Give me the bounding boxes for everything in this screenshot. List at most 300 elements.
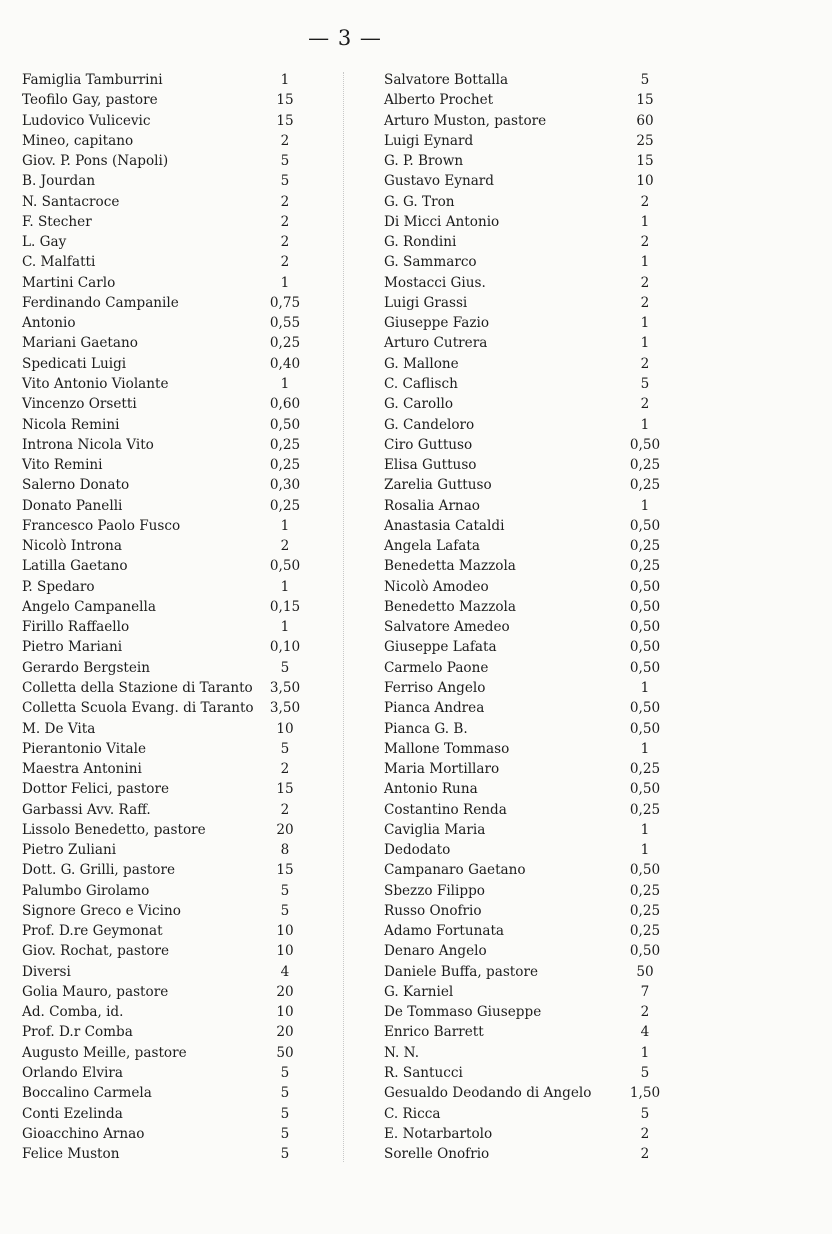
donor-row bbox=[384, 577, 684, 597]
donor-name: Conti Ezelinda bbox=[22, 1105, 123, 1122]
donation-amount: 0,50 bbox=[629, 639, 661, 656]
donation-amount: 1 bbox=[640, 821, 650, 838]
donation-amount: 20 bbox=[276, 983, 294, 1000]
donor-name: Nicola Remini bbox=[22, 416, 120, 433]
donor-row bbox=[22, 354, 322, 374]
donor-row bbox=[22, 658, 322, 678]
donation-amount: 1 bbox=[640, 1044, 650, 1061]
donor-row bbox=[22, 171, 322, 191]
donation-amount: 15 bbox=[276, 92, 294, 109]
donation-amount: 0,50 bbox=[629, 862, 661, 879]
donation-amount: 1 bbox=[640, 842, 650, 859]
donor-row bbox=[22, 455, 322, 475]
donation-amount: 1 bbox=[640, 679, 650, 696]
donor-row bbox=[384, 982, 684, 1002]
donation-amount: 0,25 bbox=[629, 801, 661, 818]
donation-amount: 0,25 bbox=[629, 902, 661, 919]
donor-name: Gustavo Eynard bbox=[384, 173, 495, 190]
donation-amount: 0,50 bbox=[269, 416, 301, 433]
donor-name: Ludovico Vulicevic bbox=[22, 112, 151, 129]
donor-row bbox=[22, 1002, 322, 1022]
donor-name: Mineo, capitano bbox=[22, 132, 134, 149]
donation-amount: 1 bbox=[280, 619, 290, 636]
donor-name: Donato Panelli bbox=[22, 497, 123, 514]
donation-amount: 2 bbox=[280, 254, 290, 271]
donor-name: Palumbo Girolamo bbox=[22, 882, 150, 899]
donation-amount: 0,15 bbox=[269, 598, 301, 615]
donor-name: Colletta Scuola Evang. di Taranto bbox=[22, 700, 254, 717]
donor-name: De Tommaso Giuseppe bbox=[384, 1004, 542, 1021]
donor-row bbox=[384, 333, 684, 353]
column-divider bbox=[343, 72, 344, 1162]
donor-name: Daniele Buffa, pastore bbox=[384, 963, 538, 980]
donation-amount: 0,25 bbox=[629, 558, 661, 575]
donor-row bbox=[22, 516, 322, 536]
donation-amount: 0,50 bbox=[629, 517, 661, 534]
donor-row bbox=[384, 759, 684, 779]
donor-name: P. Spedaro bbox=[22, 578, 95, 595]
donation-amount: 15 bbox=[276, 112, 294, 129]
donor-name: Ferriso Angelo bbox=[384, 679, 486, 696]
donor-name: Pierantonio Vitale bbox=[22, 740, 147, 757]
donation-amount: 0,10 bbox=[269, 639, 301, 656]
donor-name: F. Stecher bbox=[22, 213, 92, 230]
donor-row bbox=[22, 70, 322, 90]
donor-name: Dott. G. Grilli, pastore bbox=[22, 862, 176, 879]
donor-row bbox=[384, 698, 684, 718]
donor-row bbox=[384, 496, 684, 516]
donor-row bbox=[22, 759, 322, 779]
donor-name: Ferdinando Campanile bbox=[22, 294, 179, 311]
donor-name: Martini Carlo bbox=[22, 274, 116, 291]
donor-name: Salvatore Amedeo bbox=[384, 619, 510, 636]
donation-amount: 5 bbox=[640, 72, 650, 88]
donor-name: Orlando Elvira bbox=[22, 1065, 123, 1082]
donor-name: Carmelo Paone bbox=[384, 659, 489, 676]
donation-amount: 20 bbox=[276, 821, 294, 838]
donation-amount: 0,50 bbox=[269, 558, 301, 575]
donor-row bbox=[384, 962, 684, 982]
donor-row bbox=[22, 1043, 322, 1063]
donor-name: G. Karniel bbox=[384, 983, 454, 1000]
donor-name: N. Santacroce bbox=[22, 193, 120, 210]
donor-name: Pietro Mariani bbox=[22, 639, 123, 656]
donor-name: Russo Onofrio bbox=[384, 902, 482, 919]
donor-name: Lissolo Benedetto, pastore bbox=[22, 821, 206, 838]
donor-row bbox=[22, 921, 322, 941]
donation-amount: 5 bbox=[280, 740, 290, 757]
donor-row bbox=[384, 293, 684, 313]
donor-row bbox=[22, 860, 322, 880]
donation-amount: 0,25 bbox=[629, 538, 661, 555]
donor-row bbox=[22, 556, 322, 576]
donor-name: G. Sammarco bbox=[384, 254, 477, 271]
donor-row bbox=[22, 90, 322, 110]
donation-amount: 10 bbox=[276, 1004, 294, 1021]
donation-amount: 1 bbox=[280, 72, 290, 88]
donor-row bbox=[22, 1124, 322, 1144]
donation-amount: 2 bbox=[640, 1146, 650, 1163]
donation-amount: 0,60 bbox=[269, 396, 301, 413]
donor-row bbox=[384, 719, 684, 739]
donor-row bbox=[22, 719, 322, 739]
donor-name: Mallone Tommaso bbox=[384, 740, 510, 757]
donor-name: Sorelle Onofrio bbox=[384, 1146, 490, 1163]
donor-name: Salvatore Bottalla bbox=[384, 72, 509, 88]
donation-amount: 1 bbox=[280, 375, 290, 392]
donation-amount: 4 bbox=[280, 963, 290, 980]
donation-amount: 5 bbox=[280, 1105, 290, 1122]
donor-row bbox=[384, 556, 684, 576]
donor-row bbox=[384, 435, 684, 455]
donation-amount: 0,25 bbox=[269, 335, 301, 352]
donation-amount: 10 bbox=[276, 923, 294, 940]
donor-name: Caviglia Maria bbox=[384, 821, 486, 838]
donor-row bbox=[22, 1022, 322, 1042]
donor-name: Angelo Campanella bbox=[22, 598, 156, 615]
donor-row bbox=[22, 739, 322, 759]
donation-amount: 2 bbox=[640, 396, 650, 413]
donor-name: G. Mallone bbox=[384, 355, 459, 372]
donor-name: Diversi bbox=[22, 963, 71, 980]
donor-row bbox=[22, 597, 322, 617]
right-donor-column bbox=[384, 70, 684, 1164]
donor-name: Felice Muston bbox=[22, 1146, 120, 1163]
donor-row bbox=[22, 151, 322, 171]
donation-amount: 0,50 bbox=[629, 619, 661, 636]
donation-amount: 0,25 bbox=[629, 477, 661, 494]
donation-amount: 1 bbox=[640, 416, 650, 433]
donor-row bbox=[22, 273, 322, 293]
donor-name: Maria Mortillaro bbox=[384, 761, 500, 778]
donor-name: Giov. Rochat, pastore bbox=[22, 943, 170, 960]
donor-name: Ad. Comba, id. bbox=[22, 1004, 124, 1021]
donor-row bbox=[384, 658, 684, 678]
donation-amount: 5 bbox=[280, 882, 290, 899]
donor-row bbox=[22, 415, 322, 435]
donor-row bbox=[384, 313, 684, 333]
donor-row bbox=[22, 1063, 322, 1083]
donation-amount: 1 bbox=[640, 213, 650, 230]
donor-row bbox=[384, 455, 684, 475]
donor-row bbox=[22, 192, 322, 212]
donor-name: Benedetto Mazzola bbox=[384, 598, 516, 615]
donor-name: Augusto Meille, pastore bbox=[22, 1044, 187, 1061]
donation-amount: 1 bbox=[280, 517, 290, 534]
donor-name: Signore Greco e Vicino bbox=[22, 902, 181, 919]
donation-amount: 50 bbox=[636, 963, 654, 980]
donation-amount: 5 bbox=[280, 153, 290, 170]
donor-name: Prof. D.re Geymonat bbox=[22, 923, 163, 940]
donor-name: C. Caflisch bbox=[384, 375, 458, 392]
donation-amount: 0,25 bbox=[629, 923, 661, 940]
donor-name: Pianca Andrea bbox=[384, 700, 485, 717]
donor-row bbox=[384, 374, 684, 394]
donor-name: Denaro Angelo bbox=[384, 943, 487, 960]
donation-amount: 0,40 bbox=[269, 355, 301, 372]
donation-amount: 15 bbox=[276, 781, 294, 798]
donor-row bbox=[22, 435, 322, 455]
donation-amount: 2 bbox=[640, 193, 650, 210]
donor-name: Rosalia Arnao bbox=[384, 497, 480, 514]
donation-amount: 5 bbox=[280, 1065, 290, 1082]
donor-name: G. Rondini bbox=[384, 234, 457, 251]
donation-amount: 15 bbox=[636, 153, 654, 170]
donation-amount: 50 bbox=[276, 1044, 294, 1061]
donation-amount: 2 bbox=[640, 294, 650, 311]
donor-name: G. Carollo bbox=[384, 396, 454, 413]
donor-row bbox=[22, 1144, 322, 1164]
donation-amount: 10 bbox=[276, 720, 294, 737]
donation-amount: 0,30 bbox=[269, 477, 301, 494]
donor-name: C. Ricca bbox=[384, 1105, 441, 1122]
donor-row bbox=[384, 212, 684, 232]
donor-row bbox=[22, 881, 322, 901]
donation-amount: 1 bbox=[640, 254, 650, 271]
donor-row bbox=[384, 1043, 684, 1063]
donor-name: B. Jourdan bbox=[22, 173, 96, 190]
donation-amount: 0,55 bbox=[269, 315, 301, 332]
donation-amount: 0,50 bbox=[629, 436, 661, 453]
donor-row bbox=[384, 1144, 684, 1164]
donation-amount: 1 bbox=[640, 740, 650, 757]
donor-name: Alberto Prochet bbox=[384, 92, 494, 109]
donor-name: Antonio Runa bbox=[384, 781, 478, 798]
donation-amount: 2 bbox=[280, 132, 290, 149]
donor-name: Mostacci Gius. bbox=[384, 274, 486, 291]
donor-row bbox=[384, 111, 684, 131]
donor-name: Enrico Barrett bbox=[384, 1024, 484, 1041]
donor-name: Boccalino Carmela bbox=[22, 1085, 152, 1102]
donor-row bbox=[22, 252, 322, 272]
donor-row bbox=[384, 354, 684, 374]
donor-name: Giuseppe Lafata bbox=[384, 639, 497, 656]
donation-amount: 60 bbox=[636, 112, 654, 129]
donor-row bbox=[384, 475, 684, 495]
donor-name: Arturo Muston, pastore bbox=[384, 112, 547, 129]
donor-row bbox=[22, 333, 322, 353]
donation-amount: 0,75 bbox=[269, 294, 301, 311]
donor-row bbox=[22, 800, 322, 820]
donor-row bbox=[384, 860, 684, 880]
donor-row bbox=[384, 1104, 684, 1124]
donor-name: M. De Vita bbox=[22, 720, 96, 737]
donation-amount: 8 bbox=[280, 842, 290, 859]
donor-name: Latilla Gaetano bbox=[22, 558, 128, 575]
donor-row bbox=[384, 1002, 684, 1022]
donor-row bbox=[384, 820, 684, 840]
donor-row bbox=[22, 982, 322, 1002]
donor-row bbox=[384, 273, 684, 293]
donation-amount: 2 bbox=[640, 274, 650, 291]
donor-name: Giov. P. Pons (Napoli) bbox=[22, 153, 169, 170]
donation-amount: 25 bbox=[636, 132, 654, 149]
donor-row bbox=[384, 131, 684, 151]
donor-name: Ciro Guttuso bbox=[384, 436, 473, 453]
donor-row bbox=[22, 131, 322, 151]
donation-amount: 7 bbox=[640, 983, 650, 1000]
donor-row bbox=[22, 901, 322, 921]
donor-row bbox=[384, 597, 684, 617]
donor-row bbox=[384, 901, 684, 921]
donor-name: Costantino Renda bbox=[384, 801, 507, 818]
donation-amount: 3,50 bbox=[269, 700, 301, 717]
donor-name: Vito Remini bbox=[22, 457, 103, 474]
donor-name: Maestra Antonini bbox=[22, 761, 142, 778]
donor-name: Francesco Paolo Fusco bbox=[22, 517, 181, 534]
donation-amount: 0,50 bbox=[629, 943, 661, 960]
donor-row bbox=[384, 252, 684, 272]
donor-name: Giuseppe Fazio bbox=[384, 315, 490, 332]
donation-amount: 1 bbox=[280, 578, 290, 595]
donor-row bbox=[22, 374, 322, 394]
donor-row bbox=[384, 151, 684, 171]
donor-row bbox=[384, 921, 684, 941]
donor-row bbox=[384, 1124, 684, 1144]
donation-amount: 0,50 bbox=[629, 578, 661, 595]
donor-name: Introna Nicola Vito bbox=[22, 436, 154, 453]
donation-amount: 2 bbox=[280, 234, 290, 251]
donor-name: Luigi Eynard bbox=[384, 132, 474, 149]
donor-row bbox=[22, 475, 322, 495]
donor-row bbox=[22, 394, 322, 414]
donation-amount: 2 bbox=[640, 1125, 650, 1142]
donor-row bbox=[384, 617, 684, 637]
donor-name: C. Malfatti bbox=[22, 254, 96, 271]
donor-name: Dottor Felici, pastore bbox=[22, 781, 170, 798]
donor-name: Mariani Gaetano bbox=[22, 335, 138, 352]
donation-amount: 5 bbox=[280, 1125, 290, 1142]
donor-name: Nicolò Amodeo bbox=[384, 578, 489, 595]
donor-name: Spedicati Luigi bbox=[22, 355, 127, 372]
donation-amount: 5 bbox=[280, 659, 290, 676]
donor-name: Angela Lafata bbox=[384, 538, 480, 555]
donor-row bbox=[22, 577, 322, 597]
donor-name: Benedetta Mazzola bbox=[384, 558, 516, 575]
donor-name: Gesualdo Deodando di Angelo bbox=[384, 1085, 592, 1102]
donor-row bbox=[22, 698, 322, 718]
donor-row bbox=[384, 536, 684, 556]
donor-row bbox=[22, 536, 322, 556]
donor-row bbox=[384, 840, 684, 860]
donation-amount: 0,25 bbox=[269, 457, 301, 474]
donor-row bbox=[22, 637, 322, 657]
donor-name: Firillo Raffaello bbox=[22, 619, 130, 636]
donor-name: Zarelia Guttuso bbox=[384, 477, 492, 494]
donor-row bbox=[384, 678, 684, 698]
donation-amount: 5 bbox=[640, 1065, 650, 1082]
donor-row bbox=[384, 881, 684, 901]
donation-amount: 0,25 bbox=[629, 457, 661, 474]
donor-row bbox=[22, 840, 322, 860]
donor-name: Pietro Zuliani bbox=[22, 842, 117, 859]
donation-amount: 1 bbox=[640, 315, 650, 332]
donor-name: Adamo Fortunata bbox=[384, 923, 505, 940]
donor-row bbox=[22, 779, 322, 799]
donor-row bbox=[22, 820, 322, 840]
donation-amount: 0,50 bbox=[629, 700, 661, 717]
left-donor-column bbox=[22, 70, 322, 1164]
page-number: — 3 — bbox=[308, 26, 382, 50]
donation-amount: 20 bbox=[276, 1024, 294, 1041]
donation-amount: 0,50 bbox=[629, 659, 661, 676]
donor-name: Prof. D.r Comba bbox=[22, 1024, 133, 1041]
donor-name: Vito Antonio Violante bbox=[22, 375, 169, 392]
donor-row bbox=[384, 1022, 684, 1042]
donor-name: Elisa Guttuso bbox=[384, 457, 477, 474]
donor-name: Pianca G. B. bbox=[384, 720, 468, 737]
donation-amount: 1 bbox=[640, 335, 650, 352]
donor-row bbox=[384, 1083, 684, 1103]
donor-name: G. Candeloro bbox=[384, 416, 475, 433]
donation-amount: 5 bbox=[280, 902, 290, 919]
donor-row bbox=[384, 779, 684, 799]
donor-name: Luigi Grassi bbox=[384, 294, 468, 311]
donor-row bbox=[22, 313, 322, 333]
donor-name: Colletta della Stazione di Taranto bbox=[22, 679, 253, 696]
donor-row bbox=[22, 962, 322, 982]
donor-name: Gerardo Bergstein bbox=[22, 659, 151, 676]
donor-row bbox=[22, 1104, 322, 1124]
donor-row bbox=[384, 90, 684, 110]
donor-row bbox=[384, 394, 684, 414]
donor-row bbox=[384, 637, 684, 657]
donor-row bbox=[384, 171, 684, 191]
donor-row bbox=[384, 415, 684, 435]
donor-row bbox=[384, 941, 684, 961]
donor-row bbox=[22, 617, 322, 637]
donation-amount: 4 bbox=[640, 1024, 650, 1041]
donor-name: E. Notarbartolo bbox=[384, 1125, 493, 1142]
donor-row bbox=[22, 111, 322, 131]
donor-name: Nicolò Introna bbox=[22, 538, 123, 555]
donor-name: Arturo Cutrera bbox=[384, 335, 488, 352]
donor-name: Golia Mauro, pastore bbox=[22, 983, 169, 1000]
donor-name: L. Gay bbox=[22, 234, 67, 251]
donor-name: Di Micci Antonio bbox=[384, 213, 500, 230]
donation-amount: 0,50 bbox=[629, 781, 661, 798]
donation-amount: 0,25 bbox=[269, 497, 301, 514]
donation-amount: 0,50 bbox=[629, 598, 661, 615]
donation-amount: 2 bbox=[280, 761, 290, 778]
donor-row bbox=[22, 941, 322, 961]
donor-name: G. P. Brown bbox=[384, 153, 464, 170]
donor-name: Salerno Donato bbox=[22, 477, 130, 494]
donation-amount: 15 bbox=[276, 862, 294, 879]
donor-row bbox=[384, 1063, 684, 1083]
donation-amount: 10 bbox=[636, 173, 654, 190]
donation-amount: 1 bbox=[640, 497, 650, 514]
donor-row bbox=[22, 212, 322, 232]
donor-row bbox=[22, 293, 322, 313]
donation-amount: 2 bbox=[280, 193, 290, 210]
donor-name: Teofilo Gay, pastore bbox=[22, 92, 158, 109]
donation-amount: 2 bbox=[640, 355, 650, 372]
donation-amount: 2 bbox=[280, 801, 290, 818]
donor-name: Garbassi Avv. Raff. bbox=[22, 801, 151, 818]
donor-row bbox=[384, 70, 684, 90]
donation-amount: 5 bbox=[280, 173, 290, 190]
donation-amount: 0,50 bbox=[629, 720, 661, 737]
donor-row bbox=[384, 516, 684, 536]
donation-amount: 5 bbox=[280, 1085, 290, 1102]
donor-name: R. Santucci bbox=[384, 1065, 463, 1082]
donation-amount: 2 bbox=[640, 234, 650, 251]
donor-name: Antonio bbox=[22, 315, 76, 332]
donation-amount: 3,50 bbox=[269, 679, 301, 696]
donation-amount: 2 bbox=[640, 1004, 650, 1021]
donation-amount: 0,25 bbox=[629, 761, 661, 778]
